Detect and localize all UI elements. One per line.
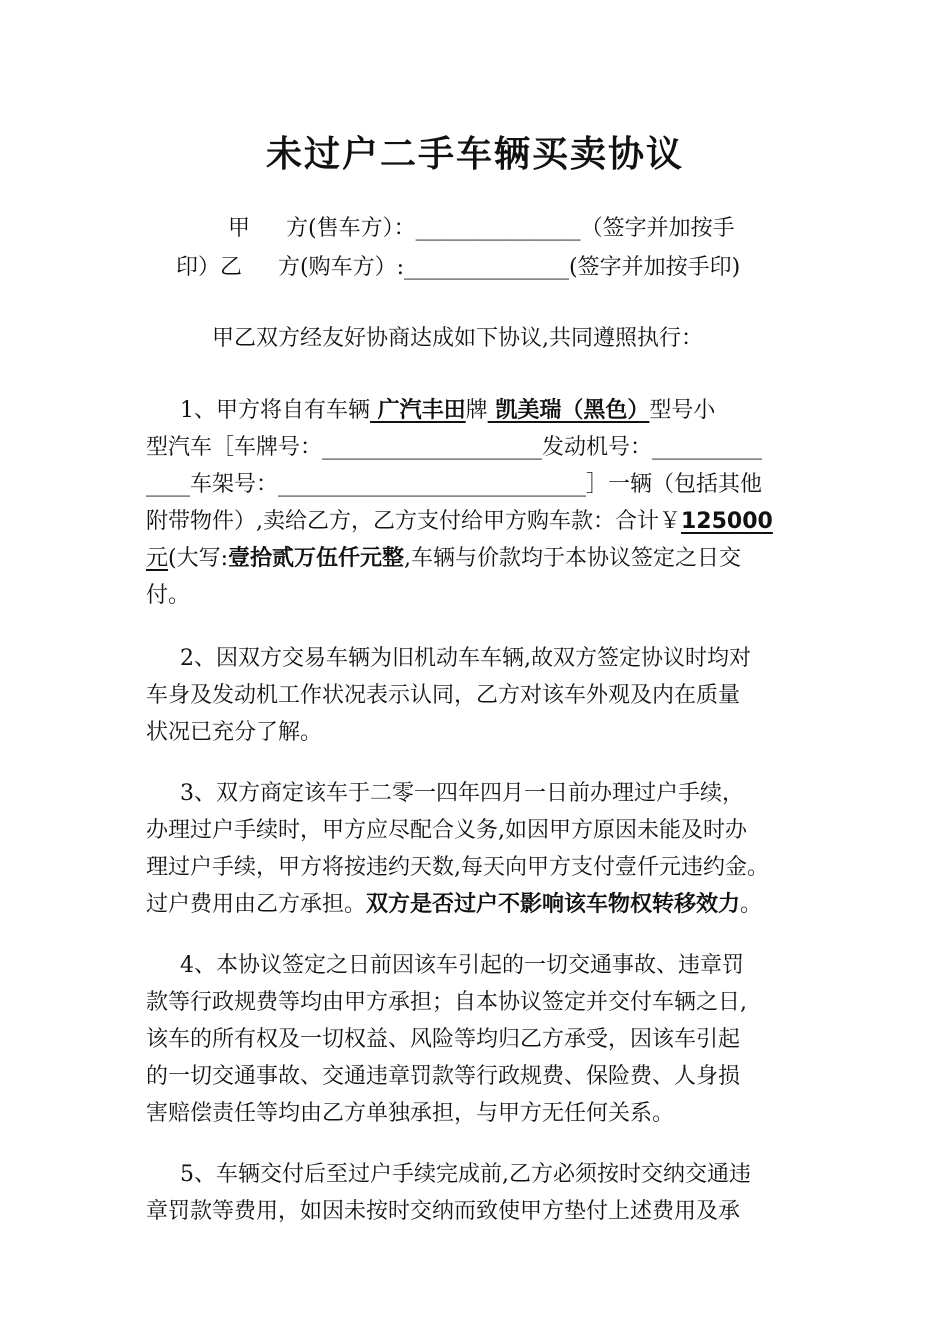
party-b-line [146, 253, 816, 283]
price-in-words: 壹拾贰万伍仟元整 [228, 546, 405, 571]
party-a-label: 甲 [228, 216, 251, 241]
clause1-line4 [146, 507, 816, 537]
clause3-text: 3、双方商定该车于二零一四年四月一日前办理过户手续， [180, 781, 744, 806]
party-a-role: 方(售车方）： [286, 216, 416, 241]
car-model: 凯美瑞（黑色） [487, 398, 650, 423]
clause1-text: ,车辆与价款均于本协议签定之日交 [404, 546, 742, 571]
party-b-role: 方(购车方）: [278, 255, 405, 280]
clause3-text: 。 [740, 892, 763, 917]
clause1-line5 [146, 544, 816, 574]
clause3-text: 过户费用由乙方承担。 [146, 892, 367, 917]
clause5-text: 5、车辆交付后至过户手续完成前,乙方必须按时交纳交通违 [180, 1162, 751, 1187]
clause1-text: 发动机号： [542, 435, 653, 460]
party-a-line [146, 214, 816, 244]
party-a-note: （签字并加按手 [580, 216, 735, 241]
clause1-line3 [146, 470, 816, 500]
clause4-line1 [146, 951, 816, 981]
clause4-line5: 害赔偿责任等均由乙方单独承担，与甲方无任何关系。 [146, 1101, 675, 1126]
clause3-line1 [146, 779, 816, 809]
clause3-line4 [146, 890, 816, 920]
frame-number-blank: ____________________________ [278, 472, 587, 497]
clause1-text: 型汽车［车牌号： [146, 435, 323, 460]
clause1-text: 车架号： [190, 472, 279, 497]
clause3-emphasis: 双方是否过户不影响该车物权转移效力 [366, 892, 741, 917]
clause3-line3: 理过户手续，甲方将按违约天数,每天向甲方支付壹仟元违约金。 [146, 855, 769, 880]
clause1-text: 附带物件）,卖给乙方，乙方支付给甲方购车款：合计￥ [146, 509, 681, 534]
party-b-prefix: 印）乙 [176, 255, 243, 280]
clause4-line3: 该车的所有权及一切权益、风险等均归乙方承受，因该车引起 [146, 1027, 741, 1052]
clause1-text: 牌 [465, 398, 488, 423]
clause2-text: 2、因双方交易车辆为旧机动车车辆,故双方签定协议时均对 [180, 646, 751, 671]
clause4-line2: 款等行政规费等均由甲方承担；自本协议签定并交付车辆之日, [146, 990, 747, 1015]
clause1-line2 [146, 433, 816, 463]
clause5-line2: 章罚款等费用，如因未按时交纳而致使甲方垫付上述费用及承 [146, 1199, 741, 1224]
clause1-text: 型号小 [649, 398, 716, 423]
engine-number-blank: __________ [652, 435, 763, 460]
clause4-line4: 的一切交通事故、交通违章罚款等行政规费、保险费、人身损 [146, 1064, 741, 1089]
plate-number-blank: ____________________ [322, 435, 543, 460]
clause3-line2: 办理过户手续时，甲方应尽配合义务,如因甲方原因未能及时办 [146, 818, 747, 843]
clause1-line1 [146, 396, 816, 426]
clause4-text: 4、本协议签定之日前因该车引起的一切交通事故、违章罚 [180, 953, 744, 978]
price-unit: 元 [146, 546, 169, 571]
party-b-note: (签字并加按手印) [569, 255, 741, 280]
party-b-signature-blank: _______________ [404, 255, 570, 280]
clause1-text: 1、甲方将自有车辆 [180, 398, 370, 423]
clause2-line1 [146, 644, 816, 674]
clause1-text: ］一辆（包括其他 [586, 472, 763, 497]
document-title: 未过户二手车辆买卖协议 [265, 134, 684, 175]
car-brand: 广汽丰田 [370, 398, 466, 423]
clause2-line2: 车身及发动机工作状况表示认同，乙方对该车外观及内在质量 [146, 683, 741, 708]
price-amount: 125000 [681, 509, 773, 534]
party-a-signature-blank: _______________ [415, 216, 581, 241]
clause1-text: (大写: [168, 546, 229, 571]
intro-text: 甲乙双方经友好协商达成如下协议,共同遵照执行： [212, 326, 703, 351]
engine-number-blank-cont: ____ [146, 472, 190, 497]
clause5-line1 [146, 1160, 816, 1190]
clause2-line3: 状况已充分了解。 [146, 720, 323, 745]
clause1-line6: 付。 [146, 583, 191, 608]
